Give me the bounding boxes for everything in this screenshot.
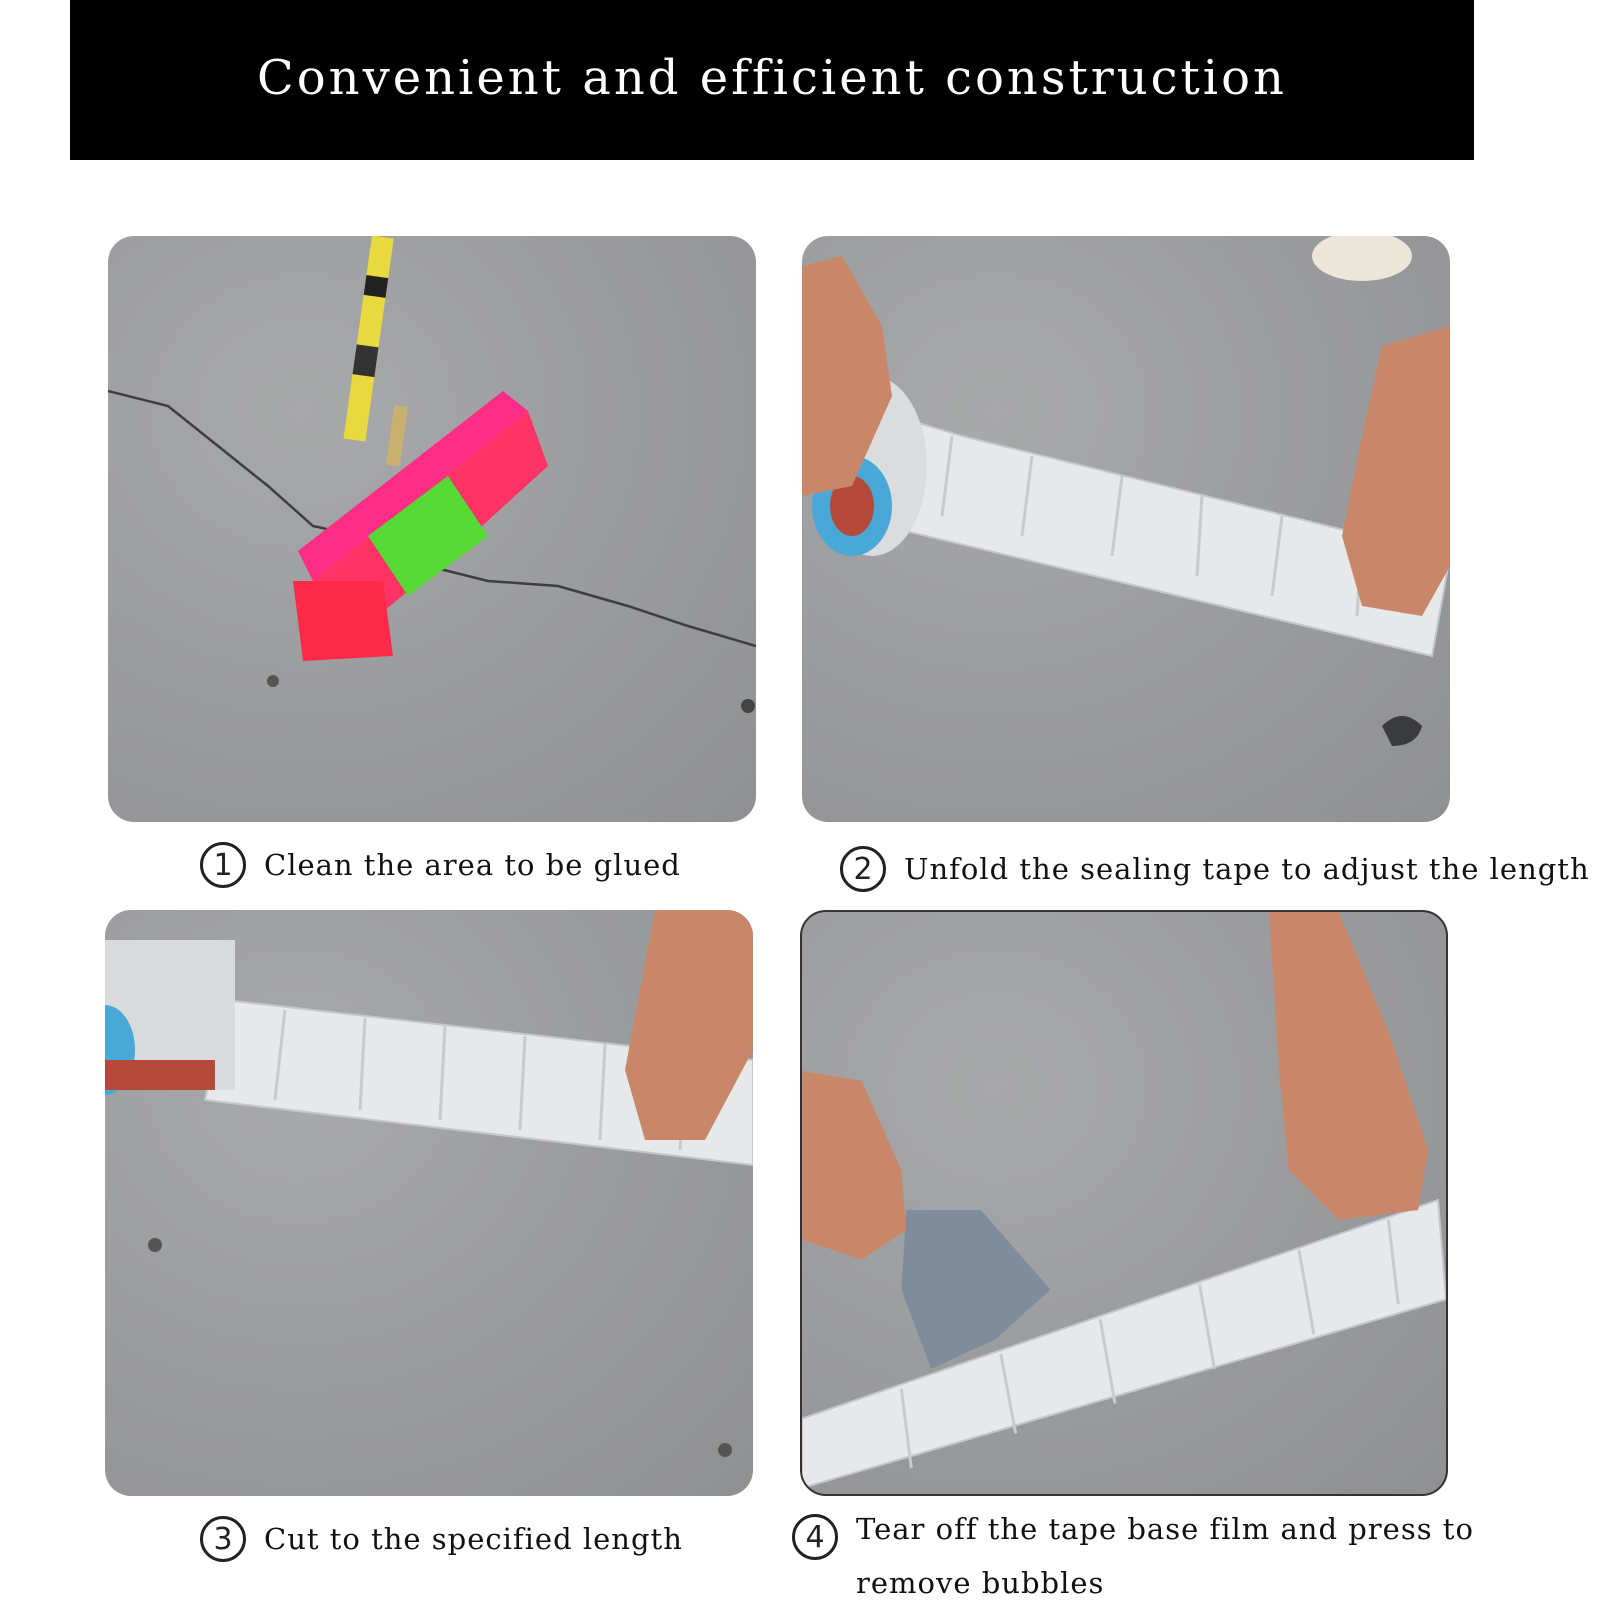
step-3-number: 3 <box>200 1516 246 1562</box>
header-banner <box>70 0 1474 160</box>
step-2-caption <box>840 842 1590 896</box>
step-3-photo <box>105 910 753 1496</box>
step-4-photo <box>800 910 1448 1496</box>
step-2-number: 2 <box>840 846 886 892</box>
step-1-caption <box>200 838 681 892</box>
step-3-caption <box>200 1512 683 1566</box>
page-title: Convenient and efficient construction <box>257 50 1287 106</box>
step-2-text: Unfold the sealing tape to adjust the length <box>904 852 1590 886</box>
step-1-text: Clean the area to be glued <box>264 848 681 882</box>
step-1-number: 1 <box>200 842 246 888</box>
step-2-photo <box>802 236 1450 822</box>
step-3-text: Cut to the specified length <box>264 1522 683 1556</box>
step-1-photo <box>108 236 756 822</box>
step-4-number: 4 <box>792 1514 838 1560</box>
step-4-text: Tear off the tape base film and press to remove bubbles <box>856 1512 1474 1600</box>
step-4-caption <box>792 1508 1496 1610</box>
